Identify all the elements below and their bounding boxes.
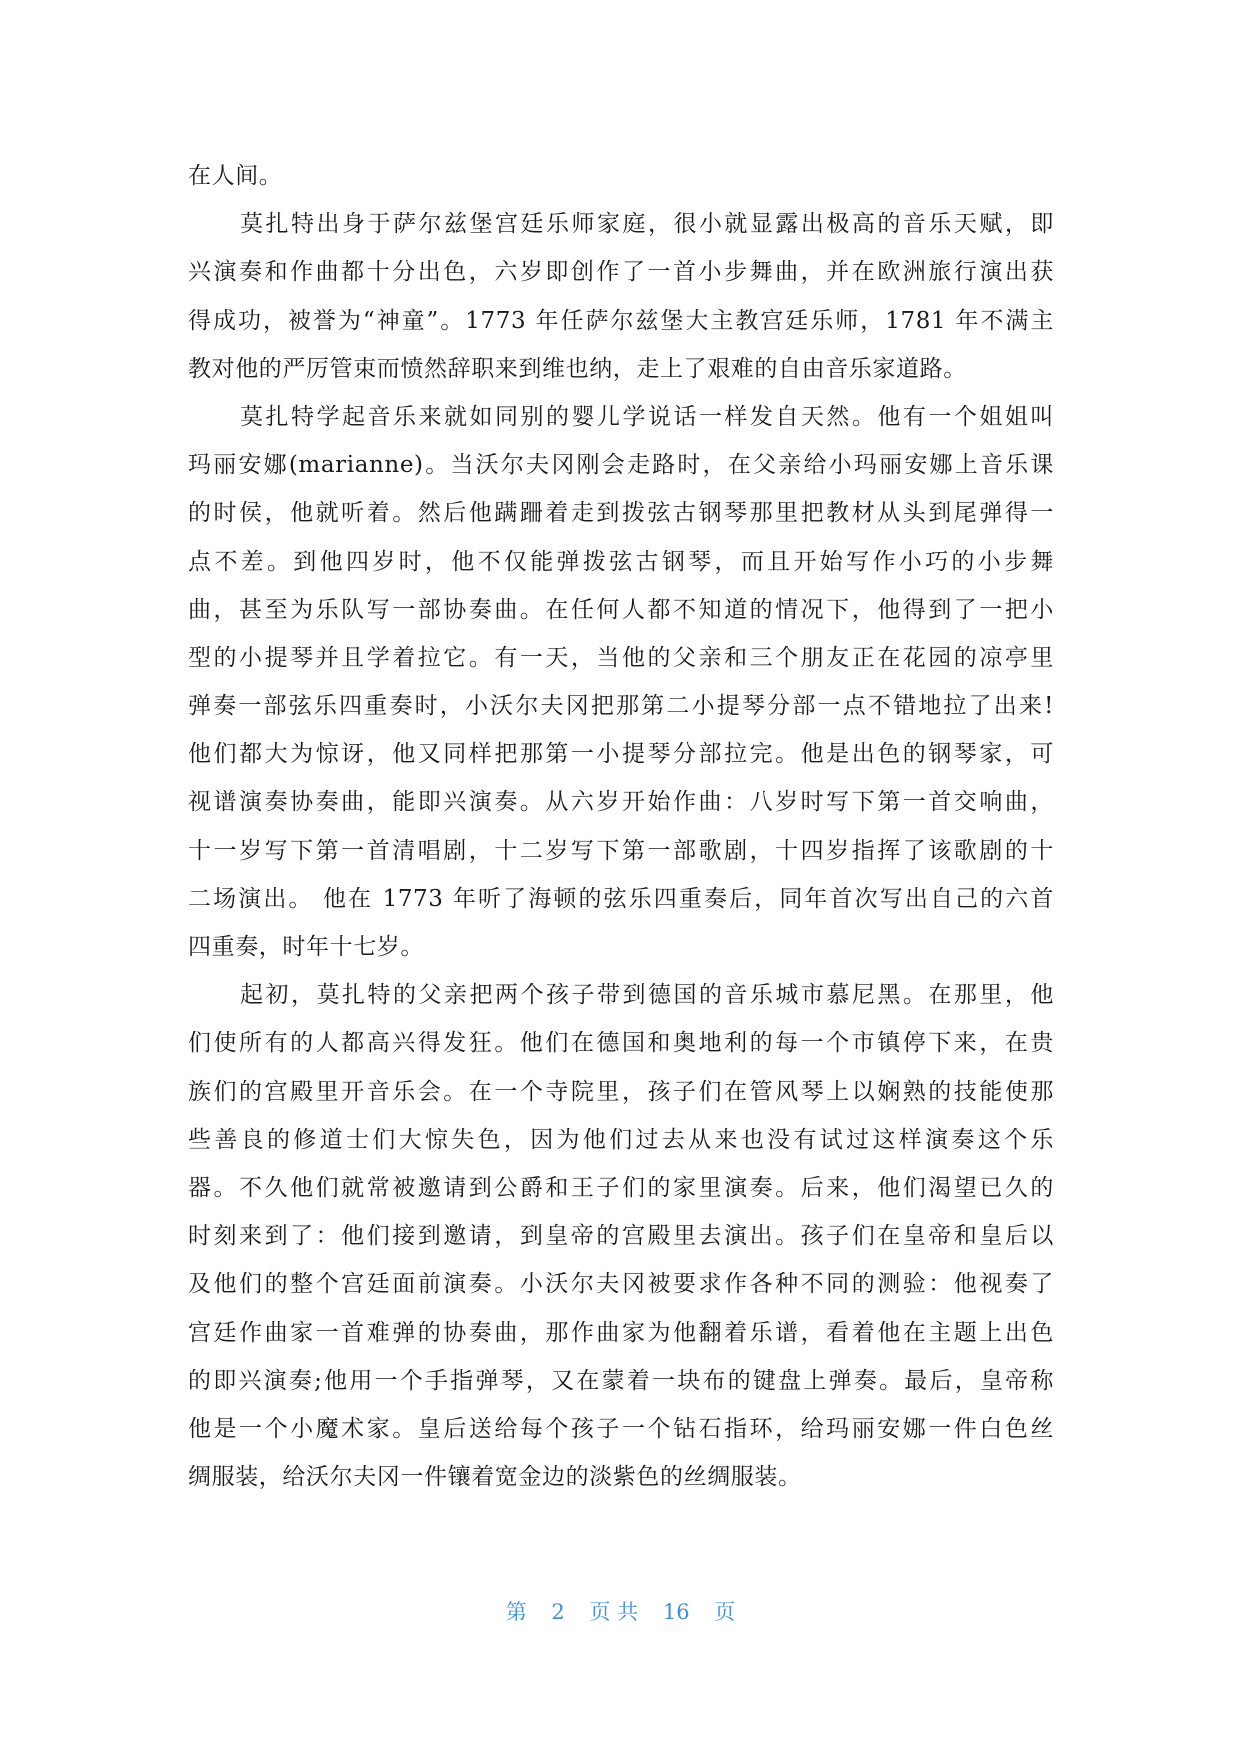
text-line: 玛丽安娜(marianne)。当沃尔夫冈刚会走路时，在父亲给小玛丽安娜上音乐课 bbox=[188, 452, 1054, 479]
text-line: 莫扎特出身于萨尔兹堡宫廷乐师家庭，很小就显露出极高的音乐天赋，即 bbox=[240, 211, 1054, 238]
text-line: 们使所有的人都高兴得发狂。他们在德国和奥地利的每一个市镇停下来，在贵 bbox=[188, 1030, 1054, 1057]
text-line: 二场演出。 他在 1773 年听了海顿的弦乐四重奏后，同年首次写出自己的六首 bbox=[188, 885, 1054, 912]
text-line: 宫廷作曲家一首难弹的协奏曲，那作曲家为他翻着乐谱，看着他在主题上出色 bbox=[188, 1319, 1054, 1346]
page-current: 2 bbox=[551, 1600, 565, 1624]
text-line: 的时侯，他就听着。然后他蹒跚着走到拨弦古钢琴那里把教材从头到尾弹得一 bbox=[188, 500, 1054, 527]
text-line: 族们的宫殿里开音乐会。在一个寺院里，孩子们在管风琴上以娴熟的技能使那 bbox=[188, 1078, 1054, 1105]
text-line: 他是一个小魔术家。皇后送给每个孩子一个钻石指环，给玛丽安娜一件白色丝 bbox=[188, 1415, 1054, 1442]
page-footer bbox=[0, 1596, 1241, 1626]
page-mid: 页 共 bbox=[589, 1600, 639, 1624]
text-line: 的即兴演奏;他用一个手指弹琴，又在蒙着一块布的键盘上弹奏。最后，皇帝称 bbox=[188, 1367, 1054, 1394]
text-line: 及他们的整个宫廷面前演奏。小沃尔夫冈被要求作各种不同的测验：他视奏了 bbox=[188, 1271, 1054, 1298]
page-suffix: 页 bbox=[714, 1600, 736, 1624]
text-line: 绸服装，给沃尔夫冈一件镶着宽金边的淡紫色的丝绸服装。 bbox=[188, 1464, 802, 1491]
text-line: 曲，甚至为乐队写一部协奏曲。在任何人都不知道的情况下，他得到了一把小 bbox=[188, 596, 1054, 623]
text-line: 型的小提琴并且学着拉它。有一天，当他的父亲和三个朋友正在花园的凉亭里 bbox=[188, 644, 1054, 671]
text-line: 起初，莫扎特的父亲把两个孩子带到德国的音乐城市慕尼黑。在那里，他 bbox=[240, 982, 1054, 1009]
document-body bbox=[188, 152, 1054, 1501]
text-line: 点不差。到他四岁时，他不仅能弹拨弦古钢琴，而且开始写作小巧的小步舞 bbox=[188, 548, 1054, 575]
text-line: 视谱演奏协奏曲，能即兴演奏。从六岁开始作曲：八岁时写下第一首交响曲， bbox=[188, 789, 1054, 816]
text-line: 些善良的修道士们大惊失色，因为他们过去从来也没有试过这样演奏这个乐 bbox=[188, 1126, 1054, 1153]
text-line: 弹奏一部弦乐四重奏时，小沃尔夫冈把那第二小提琴分部一点不错地拉了出来! bbox=[188, 693, 1054, 720]
text-line: 兴演奏和作曲都十分出色，六岁即创作了一首小步舞曲，并在欧洲旅行演出获 bbox=[188, 259, 1054, 286]
page-total: 16 bbox=[662, 1600, 690, 1624]
text-line: 在人间。 bbox=[188, 163, 283, 189]
text-line: 器。不久他们就常被邀请到公爵和王子们的家里演奏。后来，他们渴望已久的 bbox=[188, 1174, 1054, 1201]
page-prefix: 第 bbox=[505, 1600, 527, 1624]
text-line: 得成功，被誉为“神童”。1773 年任萨尔兹堡大主教宫廷乐师，1781 年不满主 bbox=[188, 307, 1054, 334]
text-line: 十一岁写下第一首清唱剧，十二岁写下第一部歌剧，十四岁指挥了该歌剧的十 bbox=[188, 837, 1054, 864]
text-line: 他们都大为惊讶，他又同样把那第一小提琴分部拉完。他是出色的钢琴家，可 bbox=[188, 741, 1054, 768]
text-line: 莫扎特学起音乐来就如同别的婴儿学说话一样发自天然。他有一个姐姐叫 bbox=[240, 403, 1054, 430]
text-line: 四重奏，时年十七岁。 bbox=[188, 934, 424, 960]
text-line: 教对他的严厉管束而愤然辞职来到维也纳，走上了艰难的自由音乐家道路。 bbox=[188, 355, 967, 382]
text-line: 时刻来到了：他们接到邀请，到皇帝的宫殿里去演出。孩子们在皇帝和皇后以 bbox=[188, 1223, 1054, 1250]
